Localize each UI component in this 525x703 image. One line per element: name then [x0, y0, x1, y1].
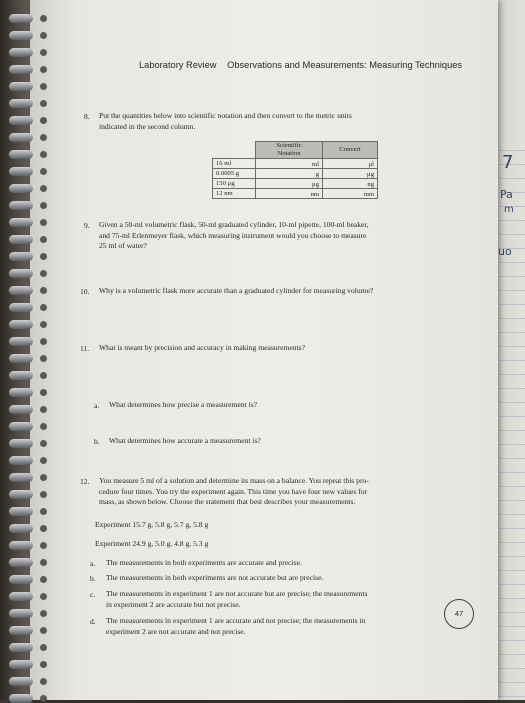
option-line: The measurements in experiment 1 are not accurate but are precise; the measurements: [106, 589, 368, 598]
option-line: The measurements in experiment 1 are accurate and not precise; the measurements in: [106, 616, 366, 625]
spiral-coil: [9, 473, 33, 482]
q11b-text: What determines how accurate a measurement is?: [109, 436, 261, 445]
quantity-cell: 0.0005 g: [213, 169, 256, 179]
option-line: in experiment 2 are accurate but not precise.: [106, 599, 241, 609]
q12-text-line: You measure 5 ml of a solution and determine its mass on a balance. You repeat this pro-: [99, 476, 369, 485]
spiral-coil: [9, 201, 33, 210]
binding-hole: [40, 338, 47, 345]
q12-option-b[interactable]: The measurements in both experiments are not accurate but are precise.: [106, 573, 324, 582]
spiral-coil: [9, 82, 33, 91]
binding-hole: [40, 678, 47, 685]
table-row: [213, 169, 378, 179]
binding-hole: [40, 66, 47, 73]
binding-hole: [40, 287, 47, 294]
binding-hole: [40, 389, 47, 396]
quantity-cell: 12 nm: [213, 189, 256, 199]
spiral-coil: [9, 558, 33, 567]
binding-hole: [40, 185, 47, 192]
experiment-2: Experiment 24.9 g, 5.0 g, 4.8 g, 5.3 g: [95, 539, 209, 548]
ruled-line: [496, 290, 525, 291]
spiral-coil: [9, 660, 33, 669]
binding-hole: [40, 542, 47, 549]
binding-hole: [40, 321, 47, 328]
col-header-line: Scientific: [276, 142, 302, 149]
ruled-line: [496, 262, 525, 263]
spiral-coil: [9, 677, 33, 686]
spiral-coil: [9, 252, 33, 261]
ruled-line: [496, 654, 525, 655]
q11a-label: a.: [94, 401, 100, 410]
spiral-coil: [9, 150, 33, 159]
q11-text: What is meant by precision and accuracy in making measurements?: [99, 343, 306, 352]
binding-hole: [40, 372, 47, 379]
binding-hole: [40, 202, 47, 209]
q8-number: 8.: [84, 112, 90, 121]
spiral-coil: [9, 422, 33, 431]
binding-hole: [40, 83, 47, 90]
spiral-coil: [9, 286, 33, 295]
spiral-coil: [9, 694, 33, 703]
ruled-line: [496, 416, 525, 417]
spiral-coil: [9, 388, 33, 397]
spiral-coil: [9, 575, 33, 584]
ruled-line: [496, 668, 525, 669]
binding-hole: [40, 236, 47, 243]
spiral-coil: [9, 65, 33, 74]
binding-hole: [40, 151, 47, 158]
binding-hole: [40, 457, 47, 464]
binding-hole: [40, 661, 47, 668]
ruled-line: [496, 556, 525, 557]
spiral-coil: [9, 456, 33, 465]
sci-unit-cell[interactable]: ml: [256, 159, 323, 169]
ruled-line: [496, 626, 525, 627]
binding-hole: [40, 525, 47, 532]
quantity-cell: 150 µg: [213, 179, 256, 189]
spiral-coil: [9, 184, 33, 193]
binding-hole: [40, 644, 47, 651]
q12-option-label: a.: [90, 559, 96, 568]
ruled-line: [496, 430, 525, 431]
ruled-line: [496, 444, 525, 445]
ruled-line: [496, 178, 525, 179]
page-number: 47: [444, 599, 474, 629]
spiral-coil: [9, 541, 33, 550]
q12-option-c[interactable]: [106, 589, 446, 610]
spiral-coil: [9, 643, 33, 652]
ruled-line: [496, 150, 525, 151]
ruled-line: [496, 402, 525, 403]
q9-text-line: Given a 50-ml volumetric flask, 50-ml graduated cylinder, 10-ml pipette, 100-ml beaker,: [99, 220, 369, 229]
spiral-coil: [9, 116, 33, 125]
q12-option-label: d.: [90, 617, 96, 626]
spiral-coil: [9, 337, 33, 346]
q12-option-label: b.: [90, 574, 96, 583]
ruled-line: [496, 332, 525, 333]
q12-text: [99, 476, 449, 508]
spiral-coil: [9, 320, 33, 329]
convert-unit-cell[interactable]: µl: [323, 159, 378, 169]
spiral-coil: [9, 626, 33, 635]
spiral-coil: [9, 524, 33, 533]
col-header-line: Notation: [277, 150, 301, 157]
sci-unit-cell[interactable]: µg: [256, 179, 323, 189]
binding-hole: [40, 593, 47, 600]
spiral-coil: [9, 218, 33, 227]
ruled-line: [496, 696, 525, 697]
table-corner: [213, 142, 256, 159]
table-row: [213, 159, 378, 169]
spiral-coil: [9, 48, 33, 57]
q8-text-line: indicated in the second column.: [99, 121, 196, 131]
q12-option-label: c.: [90, 590, 96, 599]
q11a-text: What determines how precise a measurement is?: [109, 400, 258, 409]
ruled-line: [496, 570, 525, 571]
spiral-coil: [9, 14, 33, 23]
ruled-line: [496, 304, 525, 305]
q9-text-line: and 75-ml Erlenmeyer flask, which measuring instrument would you choose to measure: [99, 230, 367, 240]
col-header-scientific: [256, 142, 323, 159]
ruled-line: [496, 542, 525, 543]
ruled-line: [496, 612, 525, 613]
experiment-1: Experiment 15.7 g, 5.8 g, 5.7 g, 5.8 g: [95, 520, 209, 529]
conversion-table: [212, 141, 378, 199]
handwritten-note: m: [504, 204, 514, 215]
convert-unit-cell[interactable]: ng: [323, 179, 378, 189]
q9-text-line: 25 ml of water?: [99, 241, 147, 250]
ruled-line: [496, 458, 525, 459]
ruled-line: [496, 388, 525, 389]
handwritten-note: 7: [502, 152, 514, 173]
q12-option-d[interactable]: [106, 616, 441, 637]
binding-hole: [40, 270, 47, 277]
binding-hole: [40, 49, 47, 56]
q12-number: 12.: [80, 477, 90, 486]
ruled-line: [496, 584, 525, 585]
binding-hole: [40, 423, 47, 430]
sci-unit-cell[interactable]: g: [256, 169, 323, 179]
handwritten-note: uo: [498, 245, 512, 258]
spiral-coil: [9, 507, 33, 516]
binding-hole: [40, 610, 47, 617]
spiral-coil: [9, 167, 33, 176]
ruled-line: [496, 640, 525, 641]
ruled-line: [496, 598, 525, 599]
table-row: [213, 179, 378, 189]
spiral-coil: [9, 269, 33, 278]
page-header: [139, 60, 462, 70]
ruled-line: [496, 486, 525, 487]
q8-text: [99, 111, 439, 132]
handwritten-note: Pa: [500, 188, 513, 201]
ruled-line: [496, 472, 525, 473]
q11-number: 11.: [80, 344, 90, 353]
binding-hole: [40, 134, 47, 141]
ruled-line: [496, 528, 525, 529]
binding-hole: [40, 15, 47, 22]
binding-hole: [40, 559, 47, 566]
spiral-coil: [9, 592, 33, 601]
ruled-line: [496, 514, 525, 515]
spiral-coil: [9, 99, 33, 108]
q12-text-line: cedure four times. You try the experiment again. This time you have four new values for: [99, 486, 368, 496]
spiral-coil: [9, 31, 33, 40]
binding-hole: [40, 508, 47, 515]
header-section: Laboratory Review: [139, 60, 217, 70]
binding-hole: [40, 219, 47, 226]
q10-number: 10.: [80, 287, 90, 296]
spiral-coil: [9, 490, 33, 499]
q9-number: 9.: [84, 221, 90, 230]
binding-hole: [40, 168, 47, 175]
table-row: [213, 189, 378, 199]
spiral-coil: [9, 133, 33, 142]
binding-hole: [40, 440, 47, 447]
ruled-line: [496, 220, 525, 221]
spiral-coil: [9, 439, 33, 448]
q12-option-a[interactable]: The measurements in both experiments are accurate and precise.: [106, 558, 302, 567]
spiral-coil: [9, 371, 33, 380]
binding-hole: [40, 695, 47, 702]
ruled-line: [496, 374, 525, 375]
sci-unit-cell[interactable]: nm: [256, 189, 323, 199]
binding-hole: [40, 627, 47, 634]
ruled-line: [496, 500, 525, 501]
q11b-label: b.: [94, 437, 100, 446]
ruled-line: [496, 276, 525, 277]
binding-hole: [40, 100, 47, 107]
spiral-coil: [9, 303, 33, 312]
spiral-coil: [9, 354, 33, 363]
binding-hole: [40, 253, 47, 260]
option-line: experiment 2 are not accurate and not precise.: [106, 626, 246, 636]
ruled-line: [496, 346, 525, 347]
convert-unit-cell[interactable]: mm: [323, 189, 378, 199]
ruled-line: [496, 682, 525, 683]
binding-hole: [40, 491, 47, 498]
q12-text-line: mass, as shown below. Choose the statement that best describes your measurements.: [99, 497, 356, 506]
spiral-coil: [9, 609, 33, 618]
binding-hole: [40, 474, 47, 481]
binding-hole: [40, 32, 47, 39]
convert-unit-cell[interactable]: µg: [323, 169, 378, 179]
spiral-coil: [9, 235, 33, 244]
col-header-convert: Convert: [323, 142, 378, 159]
binding-hole: [40, 355, 47, 362]
spiral-coil: [9, 405, 33, 414]
q9-text: [99, 220, 444, 252]
binding-hole: [40, 576, 47, 583]
binding-hole: [40, 117, 47, 124]
header-title: Observations and Measurements: Measuring Techniques: [227, 60, 463, 70]
q10-text: Why is a volumetric flask more accurate than a graduated cylinder for measuring volume?: [99, 286, 374, 295]
ruled-line: [496, 234, 525, 235]
ruled-line: [496, 318, 525, 319]
quantity-cell: 16 ml: [213, 159, 256, 169]
ruled-line: [496, 360, 525, 361]
binding-hole: [40, 406, 47, 413]
q8-text-line: Put the quantities below into scientific notation and then convert to the metric units: [99, 111, 352, 120]
binding-hole: [40, 304, 47, 311]
